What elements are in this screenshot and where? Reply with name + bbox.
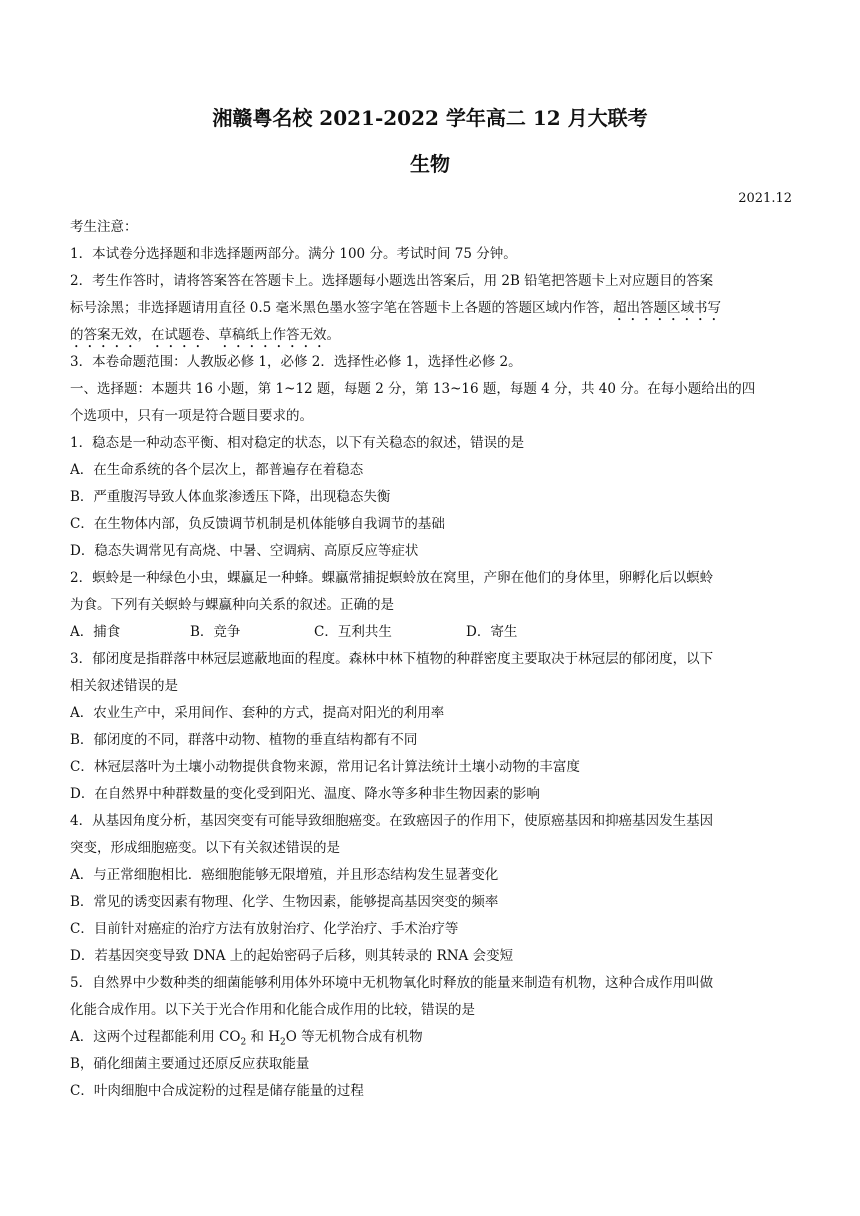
notice-item-2-line-1: 2．考生作答时，请将答案答在答题卡上。选择题每小题选出答案后，用 2B 铅笔把答题卡上对应题目的答案 [70, 273, 714, 289]
question-1-option-d: D．稳态失调常见有高烧、中暑、空调病、高原反应等症状 [70, 543, 419, 559]
notice-heading: 考生注意： [70, 219, 138, 235]
question-4-option-d: D．若基因突变导致 DNA 上的起始密码子后移，则其转录的 RNA 会变短 [70, 948, 514, 964]
question-2-option-d: D．寄生 [466, 624, 518, 640]
exam-subject: 生物 [410, 152, 450, 176]
question-3-option-c: C．林冠层落叶为土壤小动物提供食物来源，常用记名计算法统计土壤小动物的丰富度 [70, 759, 580, 775]
q5a-part-1: A．这两个过程都能利用 CO [70, 1029, 241, 1045]
notice-item-1: 1．本试卷分选择题和非选择题两部分。满分 100 分。考试时间 75 分钟。 [70, 246, 517, 262]
question-2-option-c: C．互利共生 [314, 624, 392, 640]
question-3-stem-line-1: 3．郁闭度是指群落中林冠层遮蔽地面的程度。森林中林下植物的种群密度主要取决于林冠层的郁闭度，以下 [70, 651, 714, 667]
exam-body [70, 214, 792, 1105]
question-1-option-c: C．在生物体内部，负反馈调节机制是机体能够自我调节的基础 [70, 516, 445, 532]
question-5-option-c: C．叶肉细胞中合成淀粉的过程是储存能量的过程 [70, 1083, 364, 1099]
section-heading-line-2: 个选项中，只有一项是符合题目要求的。 [70, 408, 313, 424]
notice-emphasis-text-2: 的答案无效，在试题卷、草稿纸上作答无效 [70, 327, 327, 343]
question-3-stem-line-2: 相关叙述错误的是 [70, 678, 178, 694]
question-5-option-b: B，硝化细菌主要通过还原反应获取能量 [70, 1056, 310, 1072]
notice-item-2-line-3 [70, 322, 792, 349]
exam-date: 2021.12 [738, 191, 792, 206]
notice-emphasis-text: 超出答题区域书写 [613, 300, 722, 316]
question-1-option-b: B．严重腹泻导致人体血浆渗透压下降，出现稳态失衡 [70, 489, 391, 505]
question-2-options [70, 619, 792, 646]
question-4-option-c: C．目前针对癌症的治疗方法有放射治疗、化学治疗、手术治疗等 [70, 921, 459, 937]
question-2-option-b: B．竞争 [190, 624, 241, 640]
question-5-option-a [70, 1024, 792, 1051]
question-4-stem-line-1: 4．从基因角度分析，基因突变有可能导致细胞癌变。在致癌因子的作用下，使原癌基因和抑癌基因发生基因 [70, 813, 714, 829]
q5a-subscript-2: 2 [280, 1037, 286, 1048]
notice-item-2-line-2 [70, 295, 792, 322]
question-2-stem-line-2: 为食。下列有关螟蛉与蜾蠃种向关系的叙述。正确的是 [70, 597, 394, 613]
question-4-option-b: B．常见的诱变因素有物理、化学、生物因素，能够提高基因突变的频率 [70, 894, 499, 910]
q5a-part-2: 和 H [246, 1029, 281, 1045]
question-1-stem: 1．稳态是一种动态平衡、相对稳定的状态，以下有关稳态的叙述，错误的是 [70, 435, 525, 451]
question-4-option-a: A．与正常细胞相比．癌细胞能够无限增殖，并且形态结构发生显著变化 [70, 867, 499, 883]
q5a-part-3: O 等无机物合成有机物 [285, 1029, 423, 1045]
notice-item-2-line-2-text: 标号涂黑；非选择题请用直径 0.5 毫米黑色墨水签字笔在答题卡上各题的答题区域内作答， [70, 300, 614, 316]
question-5-stem-line-2: 化能合成作用。以下关于光合作用和化能合成作用的比较，错误的是 [70, 1002, 475, 1018]
question-2-option-a: A．捕食 [70, 624, 121, 640]
q5a-subscript-1: 2 [240, 1037, 247, 1048]
question-1-option-a: A．在生命系统的各个层次上，都普遍存在着稳态 [70, 462, 364, 478]
exam-title: 湘赣粤名校 2021-2022 学年高二 12 月大联考 [212, 106, 648, 130]
question-3-option-b: B．郁闭度的不同，群落中动物、植物的垂直结构都有不同 [70, 732, 418, 748]
question-2-stem-line-1: 2．螟蛉是一种绿色小虫，蜾蠃足一种蜂。蜾蠃常捕捉螟蛉放在窝里，产卵在他们的身体里，卵孵化后以螟蛉 [70, 570, 714, 586]
notice-item-3: 3．本卷命题范围：人教版必修 1，必修 2．选择性必修 1，选择性必修 2。 [70, 354, 522, 370]
question-3-option-d: D．在自然界中种群数量的变化受到阳光、温度、降水等多种非生物因素的影响 [70, 786, 540, 802]
question-5-stem-line-1: 5．自然界中少数种类的细菌能够利用体外环境中无机物氧化时释放的能量来制造有机物，这种合成作用叫做 [70, 975, 714, 991]
section-heading-line-1: 一、选择题：本题共 16 小题，第 1~12 题，每题 2 分，第 13~16 题，每题 4 分，共 40 分。在每小题给出的四 [70, 381, 756, 397]
question-3-option-a: A．农业生产中，采用间作、套种的方式，提高对阳光的利用率 [70, 705, 445, 721]
notice-item-2-line-3-end: 。 [326, 327, 340, 343]
question-4-stem-line-2: 突变，形成细胞癌变。以下有关叙述错误的是 [70, 840, 340, 856]
